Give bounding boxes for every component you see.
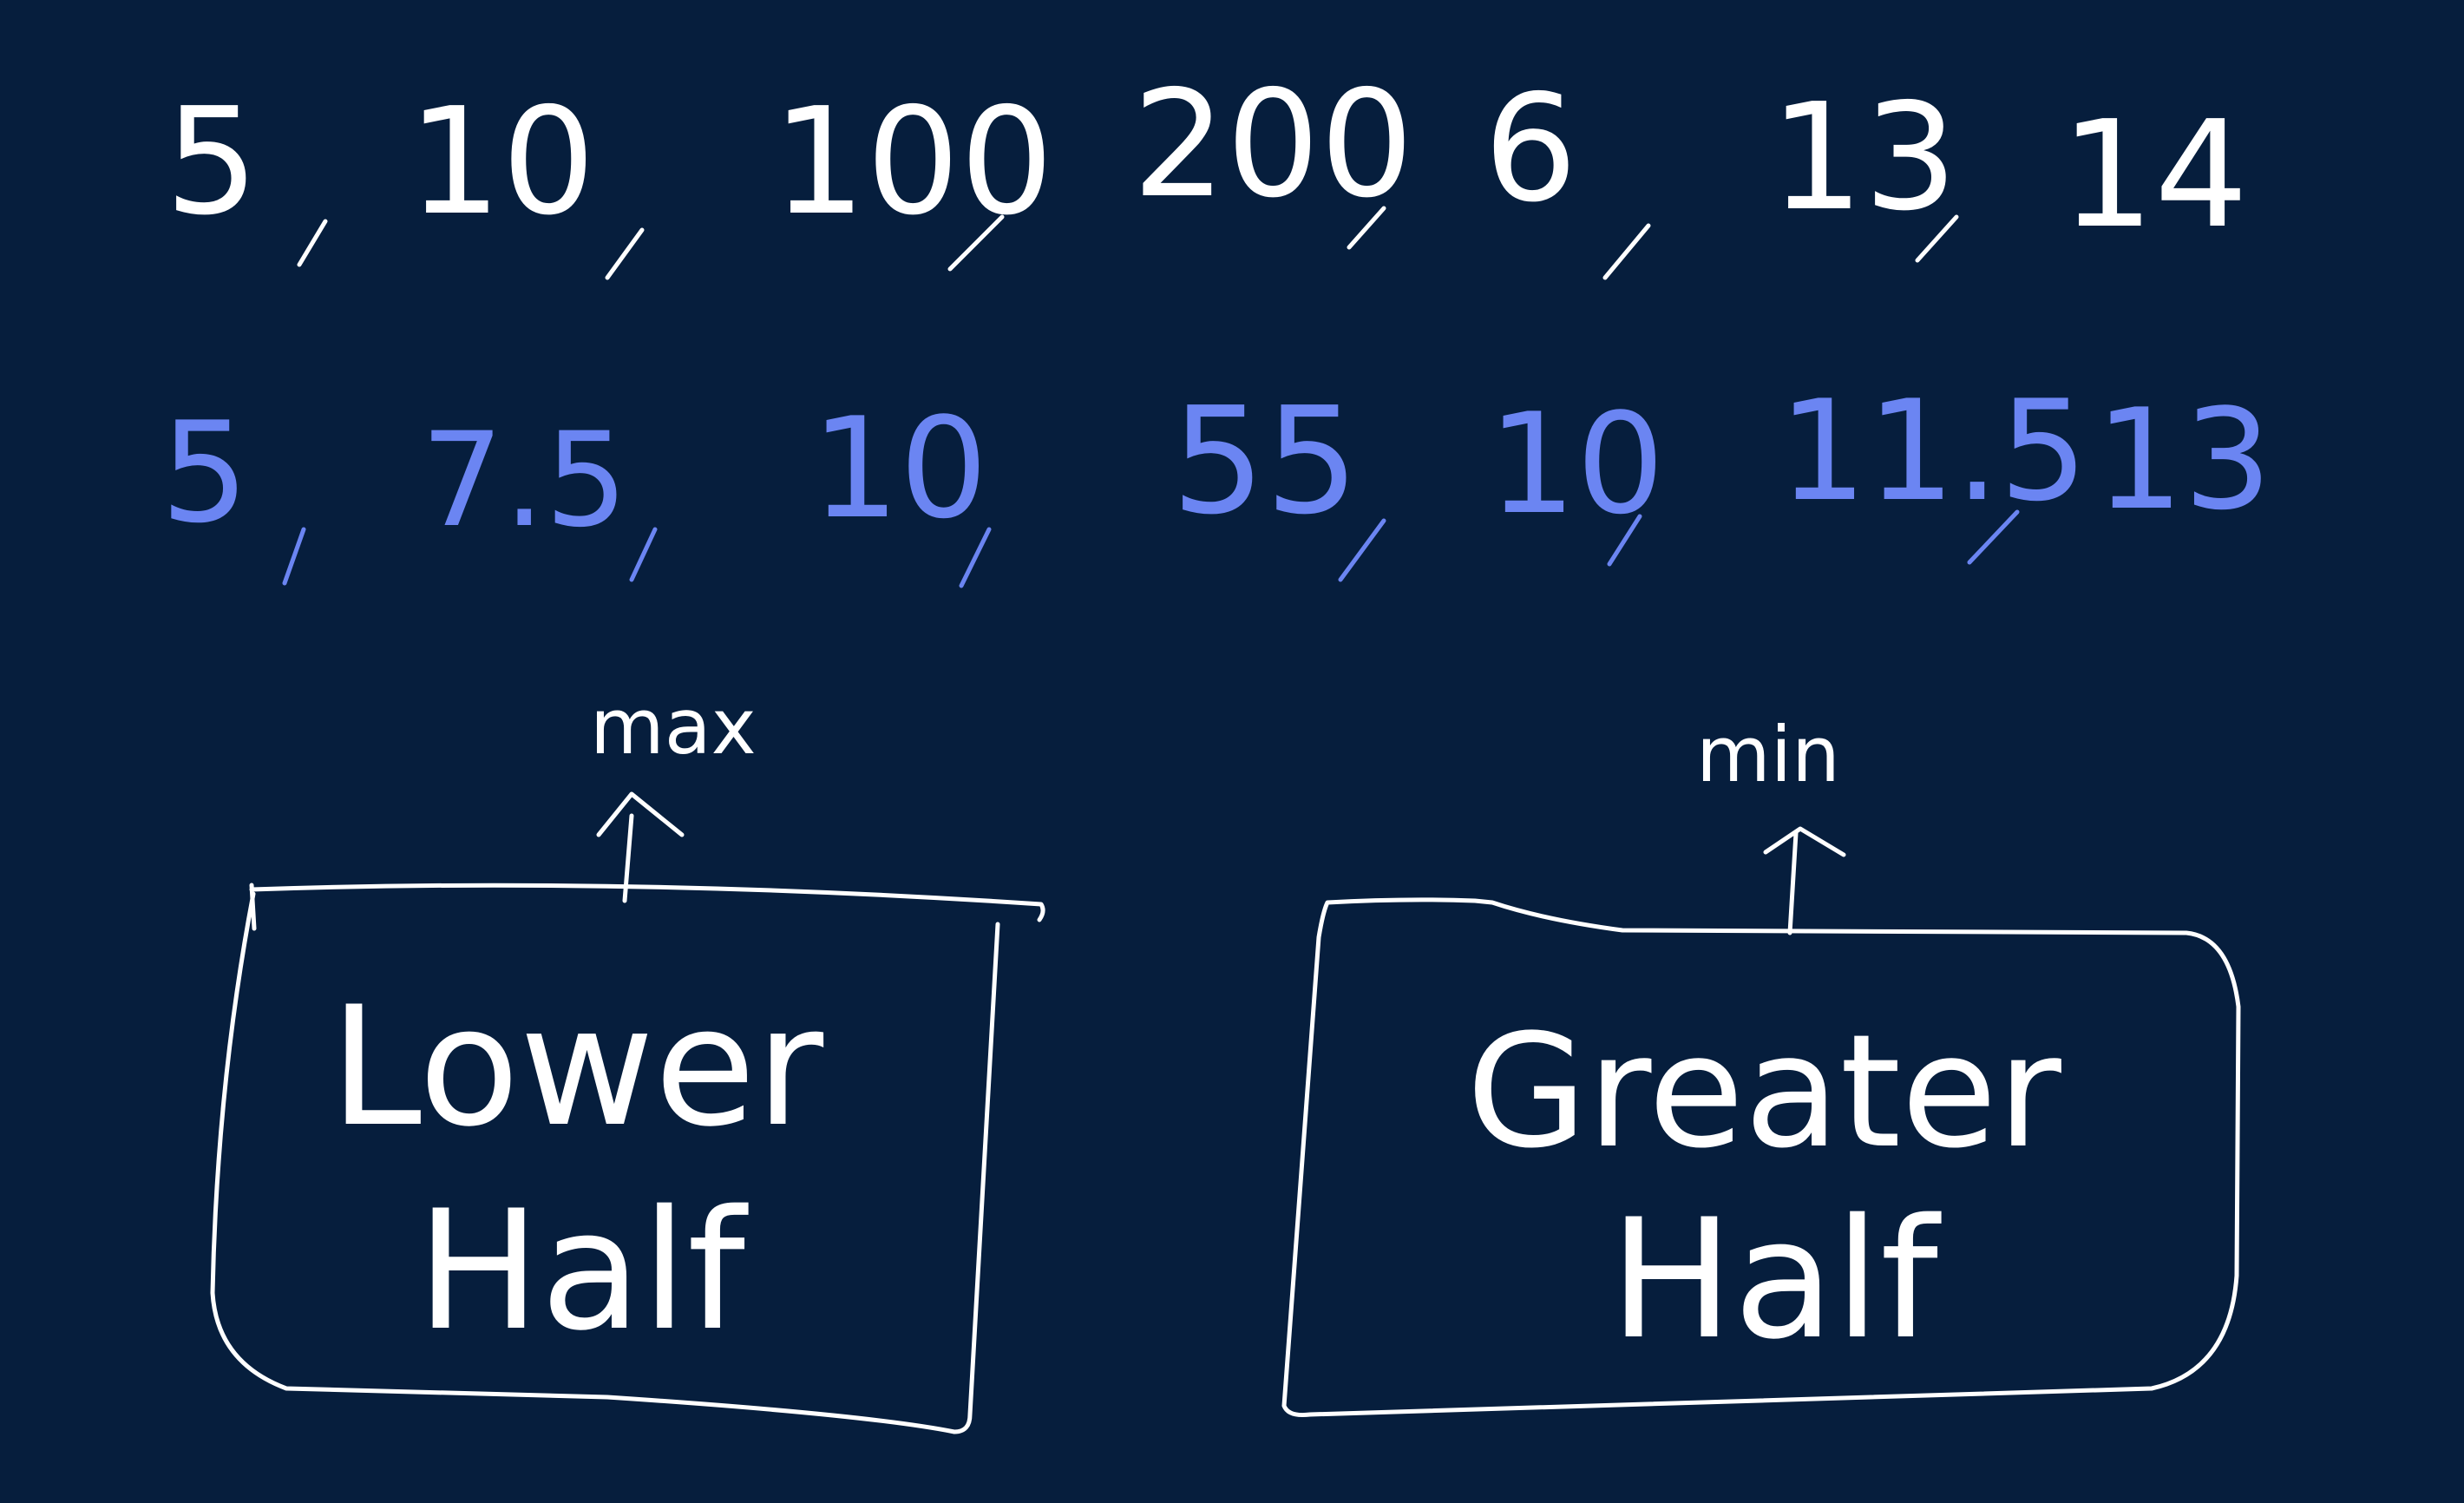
median-value: 55: [1171, 376, 1360, 548]
median-value: 10: [1488, 383, 1665, 545]
comma: [607, 230, 642, 278]
median-value: 5: [161, 391, 249, 554]
greater-line2: Half: [1609, 1184, 1938, 1375]
input-stream-row: [165, 59, 2248, 278]
greater-arrow-up: [1766, 829, 1844, 933]
median-value: 13: [2095, 378, 2272, 541]
comma: [299, 221, 325, 265]
comma: [285, 529, 304, 583]
greater-half-box: [1284, 710, 2238, 1415]
greater-line1: Greater: [1466, 1001, 2061, 1183]
stream-value: 200: [1132, 59, 1414, 231]
running-medians-row: [161, 370, 2272, 586]
greater-top-label: min: [1696, 710, 1840, 799]
lower-line2: Half: [416, 1175, 745, 1367]
stream-value: 10: [408, 76, 596, 248]
comma: [632, 529, 655, 580]
median-value: 11.5: [1779, 370, 2088, 532]
lower-top-label: max: [590, 682, 757, 771]
stream-value: 5: [165, 76, 259, 248]
lower-half-box: [213, 682, 1043, 1432]
comma: [1605, 226, 1648, 278]
lower-line1: Lower: [330, 971, 824, 1163]
stream-value: 13: [1770, 72, 1958, 244]
median-value: 7.5: [421, 405, 628, 556]
median-value: 10: [811, 387, 988, 549]
stream-value: 100: [772, 76, 1054, 248]
stream-value: 14: [2061, 89, 2249, 261]
stream-value: 6: [1484, 63, 1578, 235]
